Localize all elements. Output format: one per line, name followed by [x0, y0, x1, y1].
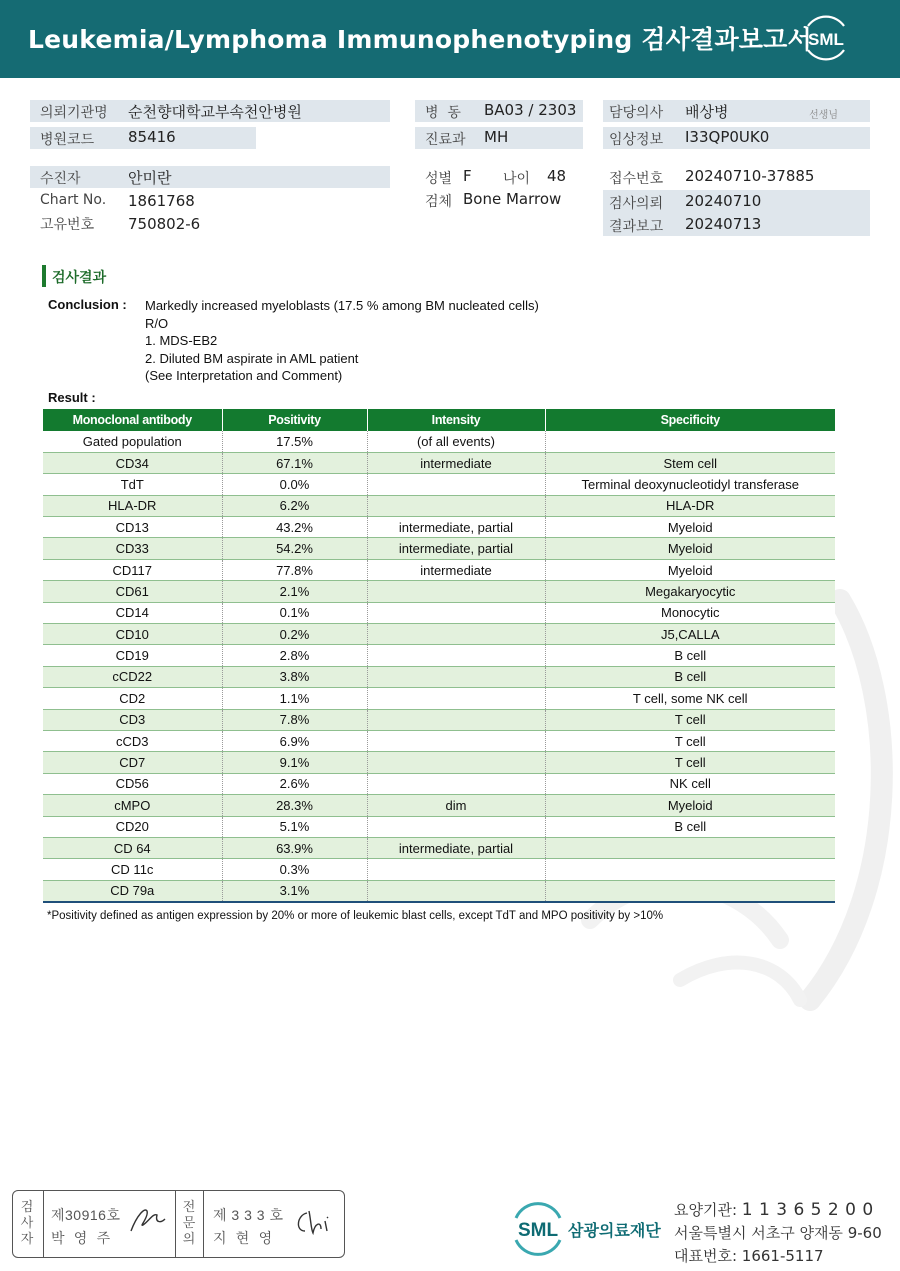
header-logo-text: SML [808, 30, 844, 49]
report-title: Leukemia/Lymphoma Immunophenotyping 검사결과보고서 [28, 25, 812, 54]
table-cell: 9.1% [222, 752, 367, 773]
table-row [43, 559, 835, 580]
phone-value: 1661-5117 [741, 1247, 824, 1265]
sex-value: F [463, 167, 472, 185]
patient-label: 수진자 [40, 171, 81, 187]
hospital-code-value: 85416 [128, 128, 176, 146]
table-cell [367, 624, 545, 645]
sig-label-text: 검사자 [20, 1199, 34, 1246]
sig-label-specialist [179, 1199, 199, 1247]
table-cell: 63.9% [222, 837, 367, 858]
dept-value: MH [484, 128, 509, 146]
table-cell: 43.2% [222, 517, 367, 538]
table-cell: HLA-DR [43, 495, 222, 516]
sml-logo-icon [800, 12, 852, 64]
table-cell [367, 880, 545, 901]
table-row [43, 517, 835, 538]
doctor-value: 배상병 [685, 103, 729, 121]
receipt-value: 20240710-37885 [685, 167, 815, 185]
table-cell: B cell [545, 645, 835, 666]
clinical-value: I33QP0UK0 [685, 128, 770, 146]
table-header-row [43, 409, 835, 431]
table-cell [367, 688, 545, 709]
table-row [43, 474, 835, 495]
conclusion-label: Conclusion : [48, 297, 127, 312]
request-label: 검사의뢰 [609, 196, 664, 212]
table-cell: Myeloid [545, 795, 835, 816]
table-cell: Myeloid [545, 517, 835, 538]
table-cell: 6.2% [222, 495, 367, 516]
table-cell [545, 837, 835, 858]
specimen-value: Bone Marrow [463, 190, 562, 208]
footer-logo-text: SML [517, 1220, 559, 1241]
table-cell: 2.6% [222, 773, 367, 794]
table-row [43, 773, 835, 794]
table-row [43, 837, 835, 858]
conclusion-line: 1. MDS-EB2 [145, 333, 218, 348]
report-date-label: 결과보고 [609, 219, 664, 235]
table-cell: T cell [545, 709, 835, 730]
section-marker [42, 265, 46, 287]
unique-label: 고유번호 [40, 217, 95, 233]
ward-value: BA03 / 2303 [484, 101, 577, 119]
table-row [43, 688, 835, 709]
result-label: Result : [48, 390, 96, 405]
institution-label: 의뢰기관명 [40, 105, 108, 121]
table-cell: intermediate, partial [367, 517, 545, 538]
table-row [43, 859, 835, 880]
hospital-code-label: 병원코드 [40, 132, 95, 148]
table-cell: T cell [545, 752, 835, 773]
table-row [43, 730, 835, 751]
sig-label-text: 전문의 [182, 1199, 196, 1246]
doctor-label: 담당의사 [609, 105, 664, 121]
address: 서울특별시 서초구 양재동 9-60 [674, 1224, 882, 1242]
table-row [43, 752, 835, 773]
table-cell: 54.2% [222, 538, 367, 559]
age-value: 48 [547, 167, 567, 185]
table-cell: cMPO [43, 795, 222, 816]
care-label: 요양기관: [674, 1201, 738, 1219]
table-cell: cCD3 [43, 730, 222, 751]
column-header: Monoclonal antibody [43, 409, 222, 431]
table-cell: 0.2% [222, 624, 367, 645]
table-cell: Megakaryocytic [545, 581, 835, 602]
table-cell: CD2 [43, 688, 222, 709]
patient-value: 안미란 [128, 169, 172, 187]
table-cell: Monocytic [545, 602, 835, 623]
table-row [43, 431, 835, 452]
table-cell: Myeloid [545, 538, 835, 559]
age-label: 나이 [503, 171, 531, 187]
table-cell: HLA-DR [545, 495, 835, 516]
table-cell: CD 64 [43, 837, 222, 858]
table-cell [545, 859, 835, 880]
report-header [0, 0, 900, 78]
sig-label-technician [17, 1199, 37, 1247]
table-cell [367, 730, 545, 751]
table-row [43, 880, 835, 901]
clinical-label: 임상정보 [609, 132, 664, 148]
table-cell: CD61 [43, 581, 222, 602]
table-cell: 17.5% [222, 431, 367, 452]
table-cell: 0.0% [222, 474, 367, 495]
org-name: 삼광의료재단 [568, 1223, 661, 1240]
table-cell: CD117 [43, 559, 222, 580]
table-cell [367, 602, 545, 623]
results-table [43, 409, 835, 903]
table-cell: CD3 [43, 709, 222, 730]
conclusion-line: R/O [145, 315, 169, 331]
specimen-label: 검체 [425, 194, 453, 210]
table-cell: intermediate [367, 452, 545, 473]
table-cell [367, 581, 545, 602]
table-row [43, 795, 835, 816]
table-cell: cCD22 [43, 666, 222, 687]
table-row [43, 624, 835, 645]
table-cell: T cell [545, 730, 835, 751]
sig-license-1: 제30916호 [51, 1207, 121, 1223]
section-title: 검사결과 [52, 269, 107, 285]
unique-value: 750802-6 [128, 215, 201, 233]
table-cell: CD 79a [43, 880, 222, 901]
table-cell: J5,CALLA [545, 624, 835, 645]
care-value: 1 1 3 6 5 2 0 0 [741, 1200, 874, 1220]
chart-label: Chart No. [40, 192, 107, 208]
table-cell: CD13 [43, 517, 222, 538]
table-cell: CD14 [43, 602, 222, 623]
table-cell: CD7 [43, 752, 222, 773]
table-cell: TdT [43, 474, 222, 495]
institution-value: 순천향대학교부속천안병원 [128, 103, 302, 121]
table-cell: 2.1% [222, 581, 367, 602]
table-cell: CD20 [43, 816, 222, 837]
table-cell: Gated population [43, 431, 222, 452]
table-cell: intermediate, partial [367, 837, 545, 858]
table-cell: CD33 [43, 538, 222, 559]
table-cell: dim [367, 795, 545, 816]
column-header: Intensity [367, 409, 545, 431]
table-cell: NK cell [545, 773, 835, 794]
report-date-value: 20240713 [685, 215, 762, 233]
table-cell: B cell [545, 816, 835, 837]
signature-mark-icon [127, 1205, 167, 1235]
table-cell: 7.8% [222, 709, 367, 730]
table-row [43, 452, 835, 473]
table-cell: 67.1% [222, 452, 367, 473]
table-cell [367, 645, 545, 666]
request-value: 20240710 [685, 192, 762, 210]
ward-label: 병 동 [425, 105, 461, 121]
table-cell [367, 495, 545, 516]
signature-box [12, 1190, 345, 1258]
table-cell [367, 773, 545, 794]
results-table-body [43, 431, 835, 902]
receipt-label: 접수번호 [609, 171, 664, 187]
phone-label: 대표번호: [674, 1247, 738, 1265]
table-cell: 28.3% [222, 795, 367, 816]
info-shade [30, 166, 390, 188]
table-cell: (of all events) [367, 431, 545, 452]
conclusion-text [145, 297, 539, 385]
table-cell: CD10 [43, 624, 222, 645]
table-cell: CD56 [43, 773, 222, 794]
table-cell [367, 666, 545, 687]
conclusion-line: (See Interpretation and Comment) [145, 368, 343, 383]
table-cell: 6.9% [222, 730, 367, 751]
sex-label: 성별 [425, 171, 453, 187]
table-cell: 1.1% [222, 688, 367, 709]
table-cell [367, 752, 545, 773]
sig-divider [203, 1191, 204, 1257]
chart-value: 1861768 [128, 192, 195, 210]
table-cell [367, 816, 545, 837]
table-cell: CD19 [43, 645, 222, 666]
table-cell: intermediate, partial [367, 538, 545, 559]
table-row [43, 709, 835, 730]
table-cell: intermediate [367, 559, 545, 580]
care-number [674, 1199, 874, 1220]
table-row [43, 666, 835, 687]
table-cell: Stem cell [545, 452, 835, 473]
table-row [43, 581, 835, 602]
table-cell: T cell, some NK cell [545, 688, 835, 709]
table-cell: B cell [545, 666, 835, 687]
sig-divider [43, 1191, 44, 1257]
phone [674, 1245, 824, 1266]
table-row [43, 602, 835, 623]
table-cell: 77.8% [222, 559, 367, 580]
sml-footer-logo-icon [508, 1200, 568, 1256]
table-cell: CD 11c [43, 859, 222, 880]
table-cell: 3.8% [222, 666, 367, 687]
sig-license-2: 제 3 3 3 호 [213, 1207, 284, 1223]
table-cell: 0.3% [222, 859, 367, 880]
conclusion-line: 2. Diluted BM aspirate in AML patient [145, 350, 359, 366]
dept-label: 진료과 [425, 132, 466, 148]
table-cell [545, 431, 835, 452]
table-row [43, 538, 835, 559]
table-cell [367, 474, 545, 495]
column-header: Positivity [222, 409, 367, 431]
table-row [43, 645, 835, 666]
table-cell: Terminal deoxynucleotidyl transferase [545, 474, 835, 495]
footnote: *Positivity defined as antigen expression by 20% or more of leukemic blast cells, except TdT and MPO positivity by >10% [47, 910, 664, 922]
signature-mark-icon [293, 1207, 337, 1237]
table-cell: CD34 [43, 452, 222, 473]
table-row [43, 495, 835, 516]
table-cell [367, 859, 545, 880]
sig-name-2: 지 현 영 [213, 1230, 273, 1246]
column-header: Specificity [545, 409, 835, 431]
table-cell: 3.1% [222, 880, 367, 901]
sig-name-1: 박 영 주 [51, 1230, 111, 1246]
table-cell: 5.1% [222, 816, 367, 837]
table-cell: 0.1% [222, 602, 367, 623]
table-cell [367, 709, 545, 730]
sig-divider [175, 1191, 176, 1257]
conclusion-line: Markedly increased myeloblasts (17.5 % among BM nucleated cells) [145, 298, 539, 313]
table-row [43, 816, 835, 837]
table-cell: 2.8% [222, 645, 367, 666]
doctor-suffix: 선생님 [809, 110, 838, 121]
table-cell [545, 880, 835, 901]
table-cell: Myeloid [545, 559, 835, 580]
